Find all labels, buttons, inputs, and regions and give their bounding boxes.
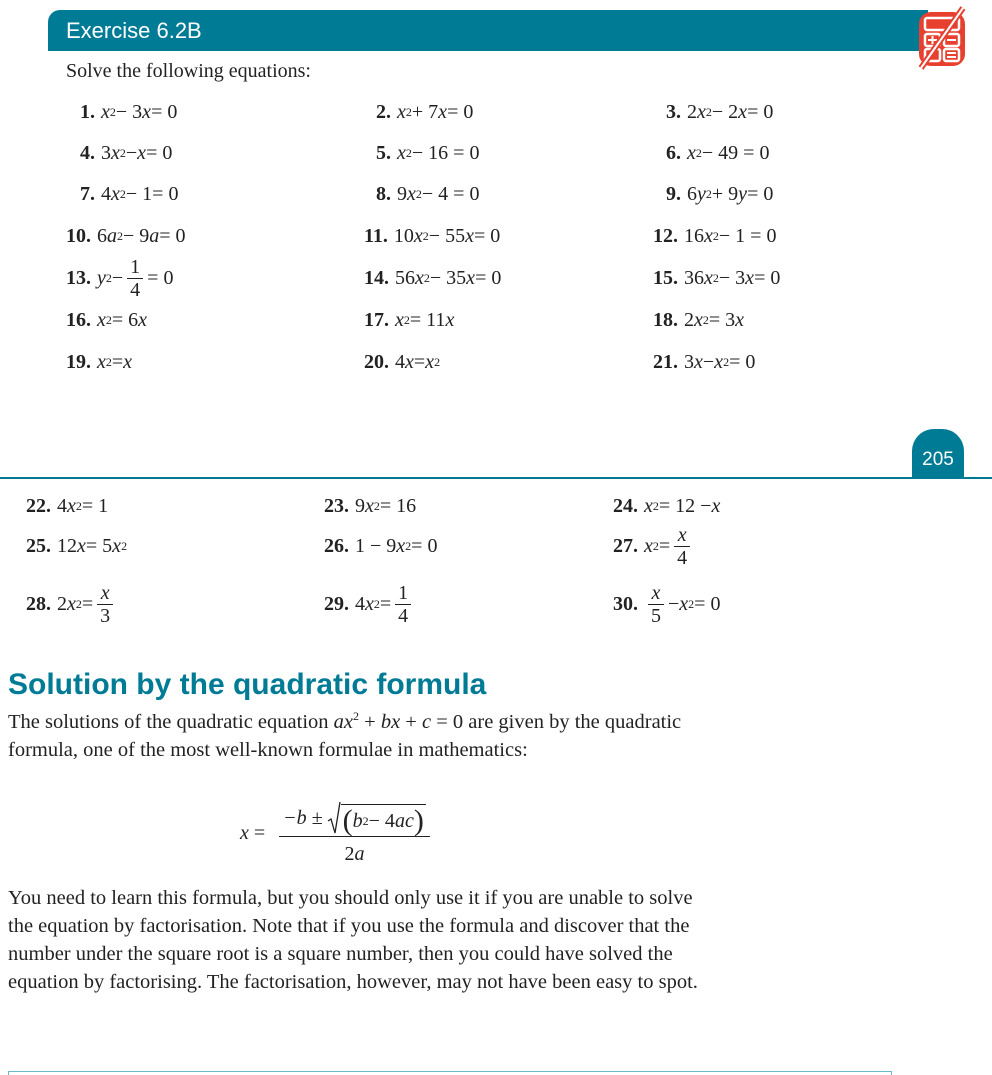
exercise-number: 1. — [80, 100, 95, 123]
coefficient: 36 — [684, 266, 704, 289]
exercise-item-10: 10. 6 a 2 − 9 a = 0 — [66, 224, 186, 247]
variable: x — [679, 592, 689, 615]
coefficient: 6 — [97, 224, 107, 247]
variable: x — [142, 100, 152, 123]
exercise-number: 25. — [26, 534, 51, 557]
fraction — [395, 582, 411, 627]
term: + 9 — [711, 182, 739, 205]
variable: y — [97, 266, 106, 289]
coefficient: 4 — [395, 350, 405, 373]
coefficient: 4 — [355, 592, 365, 615]
term: = 0 — [447, 100, 474, 123]
term: = 5 — [85, 534, 113, 557]
exercise-instruction: Solve the following equations: — [66, 60, 311, 82]
variable: x — [397, 100, 406, 123]
term: = 0 — [146, 141, 173, 164]
fraction-denominator: 4 — [677, 546, 688, 569]
term: = — [379, 592, 392, 615]
fraction-denominator: 4 — [398, 604, 409, 627]
coefficient: 10 — [393, 224, 414, 247]
exercise-number: 12. — [653, 224, 678, 247]
variable: x — [397, 141, 406, 164]
exercise-number: 26. — [324, 534, 349, 557]
variable: a — [354, 843, 365, 865]
variable: x — [415, 266, 424, 289]
variable: x — [395, 308, 404, 331]
variable: x — [405, 350, 414, 373]
exercise-item-18: 18. 2 x 2 = 3 x — [653, 308, 745, 331]
variable: x — [445, 308, 455, 331]
term: − — [111, 266, 124, 289]
text: + — [400, 711, 422, 733]
term: − — [125, 141, 138, 164]
text: The solutions of the quadratic equation — [8, 711, 334, 733]
exercise-item-15: 15. 36 x 2 − 3 x = 0 — [653, 266, 781, 289]
variable: x — [425, 350, 435, 373]
exercise-item-16: 16. x 2 = 6 x — [66, 308, 148, 331]
variable: x — [111, 182, 120, 205]
variable: x — [123, 350, 133, 373]
exercise-number: 21. — [653, 350, 678, 373]
term: = 0 — [694, 592, 721, 615]
term: = 12 − — [658, 494, 712, 517]
exercise-item-22: 22. 4 x 2 = 1 — [26, 494, 109, 517]
term: = 0 — [475, 266, 502, 289]
exercise-item-24: 24. x 2 = 12 − x — [613, 494, 721, 517]
exercise-number: 3. — [666, 100, 681, 123]
exercise-item-1: 1. x 2 − 3 x = 0 — [80, 100, 178, 123]
variable: x — [711, 494, 721, 517]
coefficient: 3 — [101, 141, 111, 164]
exercise-number: 13. — [66, 266, 91, 289]
radicand: ( b 2 − 4 ac ) — [342, 804, 424, 837]
variable: x — [644, 494, 653, 517]
variable: x — [365, 592, 374, 615]
exercise-number: 8. — [376, 182, 391, 205]
variable: x — [67, 494, 76, 517]
exercise-item-2: 2. x 2 + 7 x = 0 — [376, 100, 474, 123]
advice-paragraph: You need to learn this formula, but you should only use it if you are unable to solve the equation by factorisation. Note that if you use the formula and discover that the number under the square root is a square number, then you could have solved the equation by factorising. The factorisation, however, may not have been easy to spot. — [8, 887, 698, 993]
fraction-numerator: 1 — [130, 255, 141, 278]
exercise-number: 30. — [613, 592, 638, 615]
variable: x — [465, 224, 474, 247]
variable: x — [391, 711, 401, 733]
exercise-item-29: 29. 4 x 2 = $\frac{1}{4}$ — [324, 590, 415, 618]
paren: ( — [342, 804, 353, 837]
term: − 1 = 0 — [718, 224, 777, 247]
exercise-item-21: 21. 3 x − x 2 = 0 — [653, 350, 756, 373]
term: − 2 — [711, 100, 739, 123]
exercise-item-28: 28. 2 x 2 = $\frac{x}{3}$ — [26, 590, 117, 618]
term: − 1= 0 — [125, 182, 179, 205]
exponent: 2 — [353, 709, 359, 723]
variable: x — [77, 534, 86, 557]
term: − 4 = 0 — [421, 182, 480, 205]
term: −b ± — [283, 806, 323, 829]
exercise-title: Exercise 6.2B — [66, 18, 202, 43]
formula-denominator — [345, 837, 365, 866]
variable: x — [407, 182, 416, 205]
exercise-item-3: 3. 2 x 2 − 2 x = 0 — [666, 100, 774, 123]
variable: x — [365, 494, 374, 517]
term: − 35 — [429, 266, 467, 289]
exercise-number: 9. — [666, 182, 681, 205]
coefficient: 2 — [57, 592, 67, 615]
variable: a — [149, 224, 160, 247]
fraction-numerator: x — [100, 581, 110, 604]
fraction — [97, 582, 113, 627]
exercise-number: 19. — [66, 350, 91, 373]
exercise-item-12: 12. 16 x 2 − 1 = 0 — [653, 224, 777, 247]
exercise-number: 18. — [653, 308, 678, 331]
exercise-item-7: 7. 4 x 2 − 1= 0 — [80, 182, 179, 205]
term: = 0 — [147, 266, 174, 289]
exercise-number: 17. — [364, 308, 389, 331]
exercise-number: 27. — [613, 534, 638, 557]
variable: x — [240, 821, 249, 844]
coefficient: 9 — [355, 494, 365, 517]
exercise-number: 6. — [666, 141, 681, 164]
exercise-number: 11. — [364, 224, 388, 247]
coefficient: 4 — [101, 182, 111, 205]
paren: ) — [413, 804, 424, 837]
coefficient: 2 — [687, 100, 697, 123]
variable: x — [644, 534, 653, 557]
term: − 4 — [368, 809, 395, 832]
exercise-item-5: 5. x 2 − 16 = 0 — [376, 141, 480, 164]
variable: x — [694, 350, 703, 373]
variable: a — [107, 224, 117, 247]
coefficient: 16 — [684, 224, 704, 247]
term: = 16 — [379, 494, 417, 517]
exercise-number: 4. — [80, 141, 95, 164]
fraction — [127, 256, 143, 301]
exercise-number: 20. — [364, 350, 389, 373]
term: = 0 — [747, 100, 774, 123]
coefficient: 4 — [57, 494, 67, 517]
page-number — [912, 429, 964, 477]
variable: x — [137, 141, 147, 164]
exercise-item-19: 19. x 2 = x — [66, 350, 133, 373]
coefficient: 2 — [344, 843, 355, 865]
fraction-numerator: x — [651, 581, 661, 604]
fraction-numerator: 1 — [398, 581, 409, 604]
term: = — [413, 350, 426, 373]
term: − 3 — [115, 100, 143, 123]
variable: ac — [394, 809, 414, 832]
fraction-numerator: x — [677, 523, 687, 546]
term: − 3 — [718, 266, 746, 289]
coefficient: 3 — [684, 350, 694, 373]
text: = 0 are given by the quadratic formula, one of the most well-known formulae in mathematics: — [8, 711, 682, 761]
term: = — [111, 350, 124, 373]
coefficient: 56 — [395, 266, 415, 289]
term: + 7 — [411, 100, 439, 123]
term: − 49 = 0 — [701, 141, 770, 164]
exercise-number: 14. — [364, 266, 389, 289]
exercise-item-14: 14. 56 x 2 − 35 x = 0 — [364, 266, 502, 289]
term: = 3 — [708, 308, 736, 331]
fraction-denominator: 4 — [130, 278, 141, 301]
variable: x — [101, 100, 110, 123]
equals-sign: = — [253, 821, 266, 844]
exercise-item-26: 26. 1 − 9 x 2 = 0 — [324, 534, 438, 557]
term: = 0 — [473, 224, 501, 247]
exercise-number: 24. — [613, 494, 638, 517]
variable: x — [714, 350, 724, 373]
exercise-number: 28. — [26, 592, 51, 615]
term: = 0 — [151, 100, 178, 123]
term: = 11 — [409, 308, 446, 331]
term: = 0 — [747, 182, 774, 205]
variable: x — [687, 141, 696, 164]
variable: x — [67, 592, 76, 615]
exercise-number: 22. — [26, 494, 51, 517]
exercise-number: 10. — [66, 224, 91, 247]
exercise-number: 15. — [653, 266, 678, 289]
page-divider — [0, 477, 992, 479]
variable: b — [380, 711, 392, 733]
term: − 9 — [123, 224, 150, 247]
variable: x — [738, 100, 748, 123]
term: − 55 — [428, 224, 466, 247]
variable: x — [138, 308, 148, 331]
intro-paragraph — [8, 708, 708, 764]
variable: x — [697, 100, 706, 123]
term: − — [702, 350, 715, 373]
exercise-item-4: 4. 3 x 2 − x = 0 — [80, 141, 173, 164]
section-heading: Solution by the quadratic formula — [8, 668, 487, 701]
term: = — [81, 592, 94, 615]
exercise-item-23: 23. 9 x 2 = 16 — [324, 494, 417, 517]
variable: x — [343, 711, 353, 733]
formula-fraction — [279, 800, 430, 866]
variable: y — [697, 182, 706, 205]
next-box-border — [8, 1071, 892, 1075]
quadratic-formula — [240, 800, 430, 866]
coefficient: 6 — [687, 182, 697, 205]
exercise-item-27: 27. x 2 = $\frac{x}{4}$ — [613, 532, 694, 560]
exercise-item-20: 20. 4 x = x 2 — [364, 350, 441, 373]
exercise-item-17: 17. x 2 = 11 x — [364, 308, 455, 331]
exercise-item-30: 30. $\frac{x}{5}$ − x 2 = 0 — [613, 581, 721, 627]
variable: a — [333, 711, 344, 733]
text: + — [359, 711, 381, 733]
exercise-item-8: 8. 9 x 2 − 4 = 0 — [376, 182, 480, 205]
variable: c — [421, 711, 432, 733]
term: = — [658, 534, 671, 557]
term: = 0 — [729, 350, 756, 373]
term: = 0 — [159, 224, 186, 247]
variable: y — [738, 182, 748, 205]
variable: x — [111, 141, 120, 164]
variable: x — [396, 534, 406, 557]
exercise-number: 29. — [324, 592, 349, 615]
term: = 6 — [111, 308, 139, 331]
variable: x — [97, 350, 106, 373]
coefficient: 1 − 9 — [355, 534, 397, 557]
exercise-item-6: 6. x 2 − 49 = 0 — [666, 141, 770, 164]
term: = 1 — [81, 494, 109, 517]
coefficient: 2 — [684, 308, 694, 331]
variable: x — [735, 308, 745, 331]
square-root — [327, 801, 426, 835]
variable: x — [694, 308, 703, 331]
term: = 0 — [754, 266, 781, 289]
coefficient: 9 — [397, 182, 407, 205]
exercise-item-9: 9. 6 y 2 + 9 y = 0 — [666, 182, 774, 205]
exercise-item-11: 11. 10 x 2 − 55 x = 0 — [364, 224, 501, 247]
exercise-number: 5. — [376, 141, 391, 164]
coefficient: 12 — [57, 534, 77, 557]
fraction-denominator: 3 — [100, 604, 111, 627]
variable: x — [438, 100, 448, 123]
formula-numerator — [279, 800, 430, 836]
fraction-denominator: 5 — [651, 604, 661, 627]
variable: x — [466, 266, 476, 289]
term: − 16 = 0 — [411, 141, 480, 164]
term: = 0 — [411, 534, 438, 557]
exercise-number: 23. — [324, 494, 349, 517]
fraction — [648, 582, 664, 627]
exercise-number: 7. — [80, 182, 95, 205]
fraction — [674, 524, 690, 569]
variable: x — [745, 266, 755, 289]
variable: x — [413, 224, 423, 247]
page-number-text: 205 — [922, 449, 954, 470]
variable: b — [352, 809, 363, 832]
exercise-number: 2. — [376, 100, 391, 123]
variable: x — [704, 224, 713, 247]
formula-lhs — [240, 822, 265, 845]
variable: x — [97, 308, 106, 331]
exercise-item-25: 25. 12 x = 5 x 2 — [26, 534, 128, 557]
exercise-item-13: 13. y 2 − $\frac{1}{4}$ = 0 — [66, 255, 174, 301]
radical-sign-icon — [327, 801, 341, 835]
term: − — [668, 592, 680, 615]
exercise-number: 16. — [66, 308, 91, 331]
variable: x — [704, 266, 713, 289]
variable: x — [112, 534, 122, 557]
